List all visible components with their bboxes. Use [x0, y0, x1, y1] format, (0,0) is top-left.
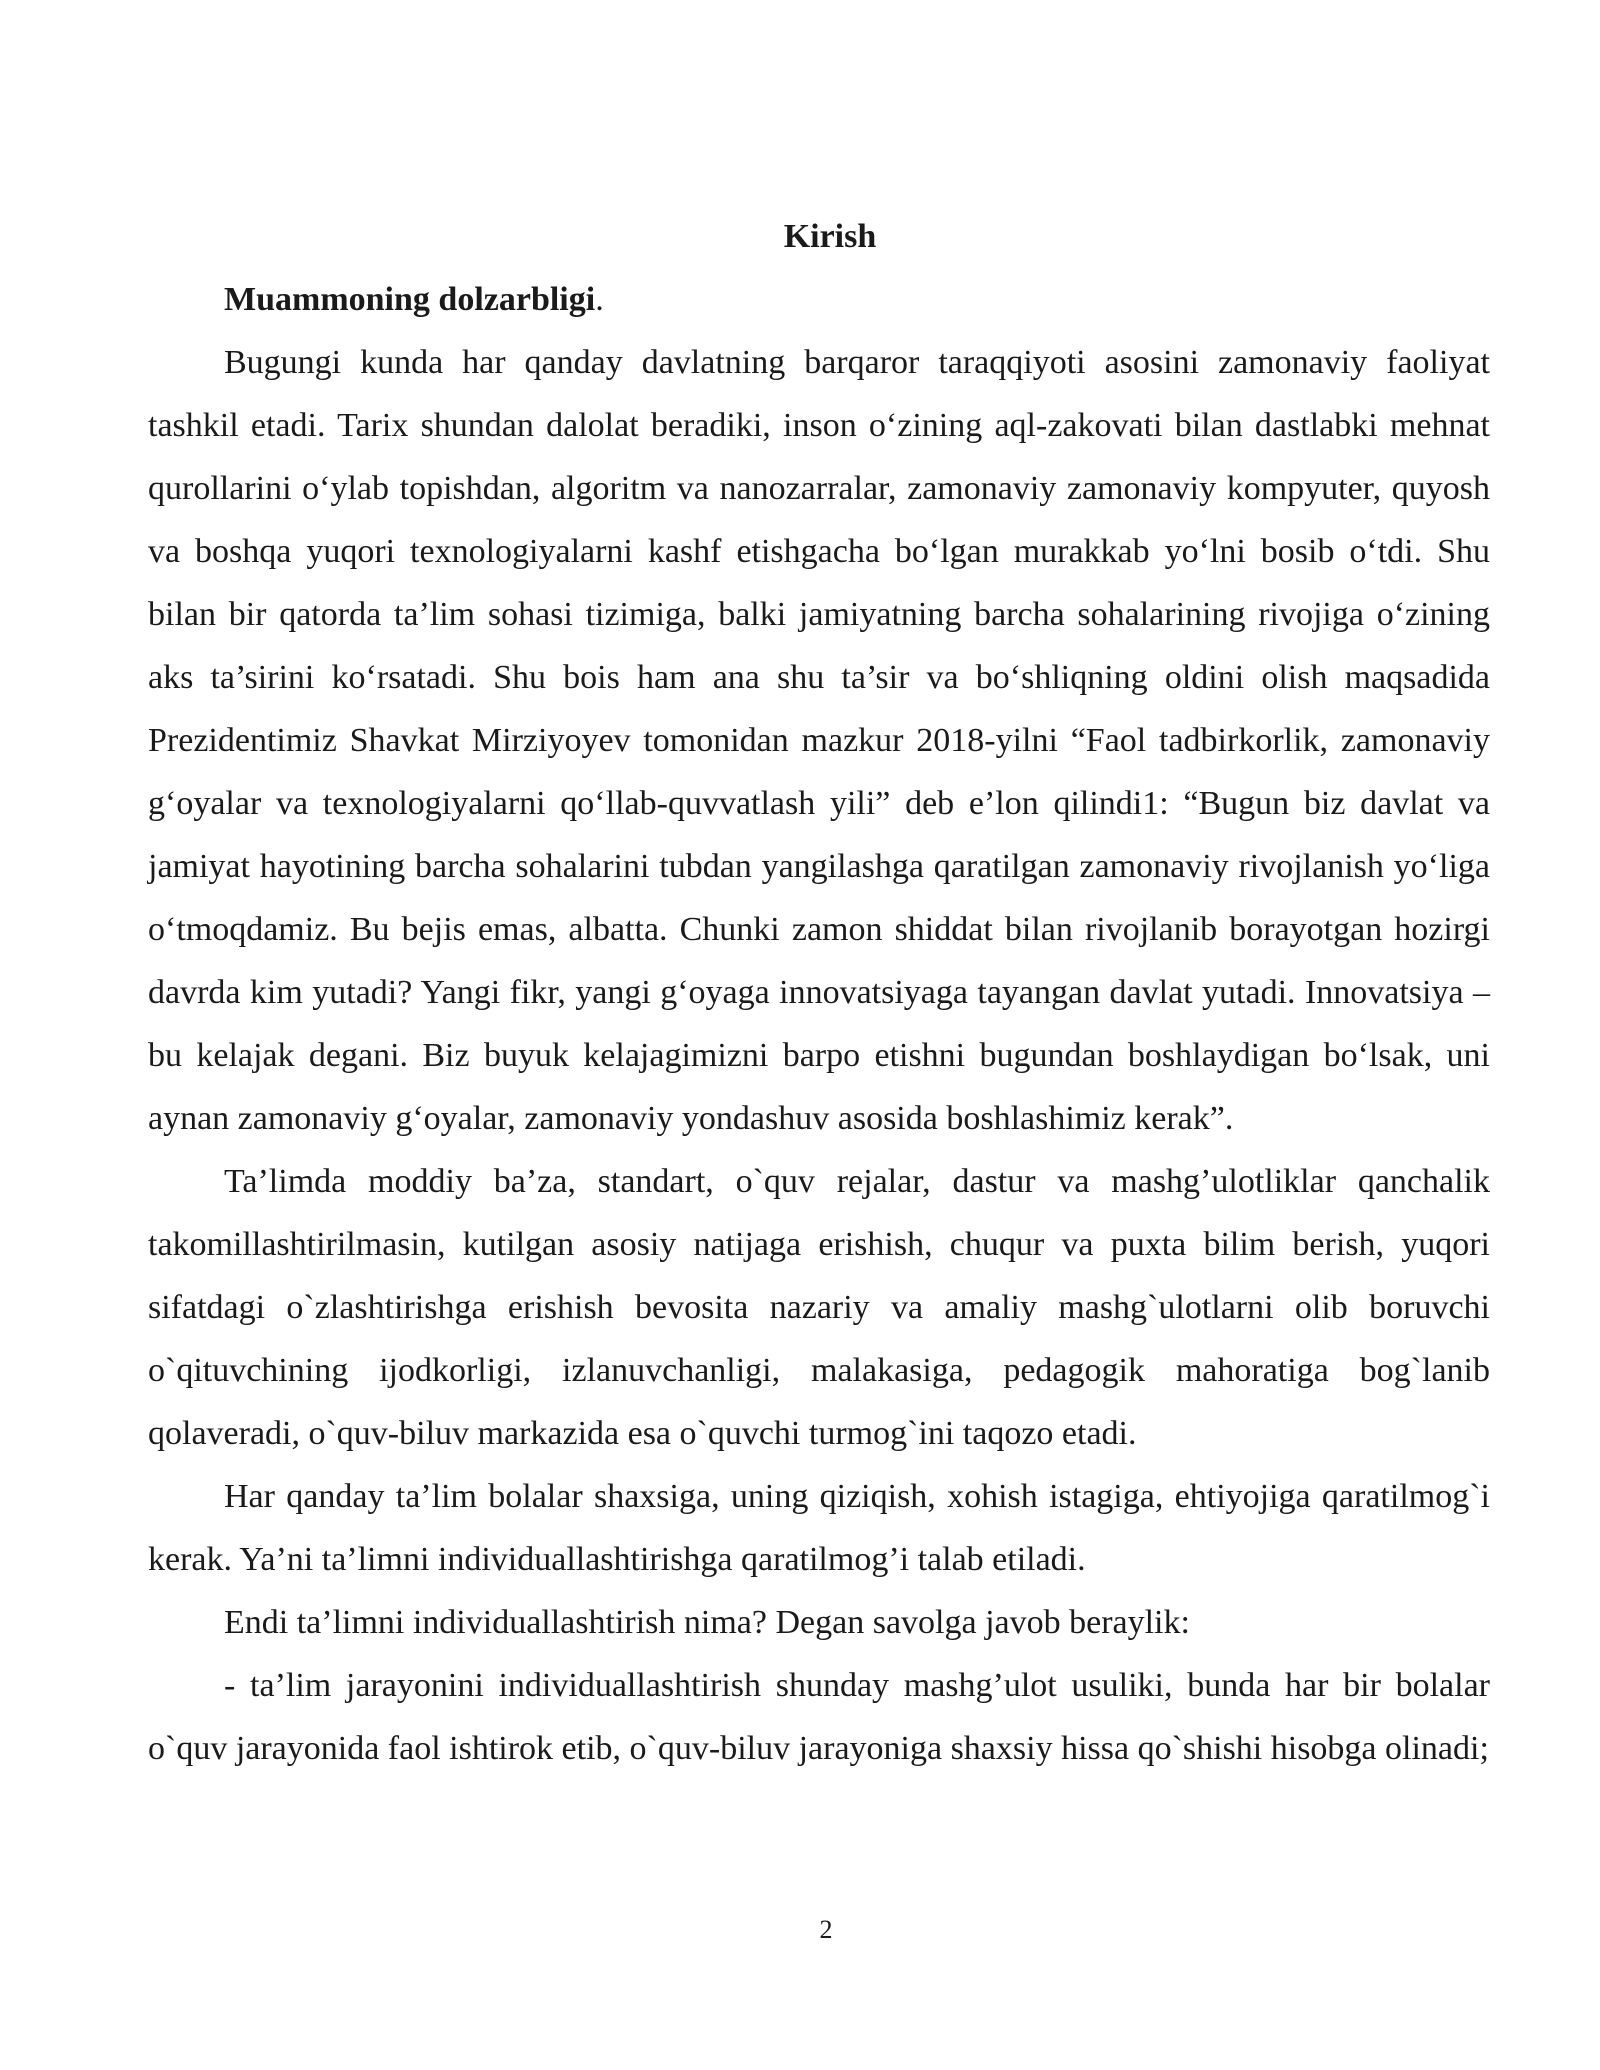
- paragraph-5: - ta’lim jarayonini individuallashtirish shunday mashg’ulot usuliki, bunda har bir bolalar o`quv jarayonida faol ishtirok etib, o`quv-biluv jarayoniga shaxsiy hissa qo`shishi hisobga olinadi;: [148, 1667, 1490, 1767]
- page-number: 2: [819, 1915, 833, 1944]
- page-title: Kirish: [783, 218, 877, 255]
- paragraph-1: Bugungi kunda har qanday davlatning barqaror taraqqiyoti asosini zamonaviy faoliyat tashkil etadi. Tarix shundan dalolat beradiki, inson o‘zining aql-zakovati bilan dastlabki mehnat qurollarini o‘ylab topishdan, algoritm va nanozarralar, zamonaviy zamonaviy kompyuter, quyosh va boshqa yuqori texnologiyalarni kashf etishgacha bo‘lgan murakkab yo‘lni bosib o‘tdi. Shu bilan bir qatorda ta’lim sohasi tizimiga, balki jamiyatning barcha sohalarining rivojiga o‘zining aks ta’sirini ko‘rsatadi. Shu bois ham ana shu ta’sir va bo‘shliqning oldini olish maqsadida Prezidentimiz Shavkat Mirziyoyev tomonidan mazkur 2018-yilni “Faol tadbirkorlik, zamonaviy g‘oyalar va texnologiyalarni qo‘llab-quvvatlash yili” deb e’lon qilindi1: “Bugun biz davlat va jamiyat hayotining barcha sohalarini tubdan yangilashga qaratilgan zamonaviy rivojlanish yo‘liga o‘tmoqdamiz. Bu bejis emas, albatta. Chunki zamon shiddat bilan rivojlanib borayotgan hozirgi davrda kim yutadi? Yangi fikr, yangi g‘oyaga innovatsiyaga tayangan davlat yutadi. Innovatsiya – bu kelajak degani. Biz buyuk kelajagimizni barpo etishni bugundan boshlaydigan bo‘lsak, uni aynan zamonaviy g‘oyalar, zamonaviy yondashuv asosida boshlashimiz kerak”.: [148, 344, 1490, 1137]
- paragraph-4: Endi ta’limni individuallashtirish nima? Degan savolga javob beraylik:: [224, 1604, 1190, 1641]
- section-heading-period: .: [595, 281, 604, 318]
- section-heading-text: Muammoning dolzarbligi: [224, 281, 596, 318]
- paragraph-3: Har qanday ta’lim bolalar shaxsiga, uning qiziqish, xohish istagiga, ehtiyojiga qaratilmog`i kerak. Ya’ni ta’limni individuallashtirishga qaratilmog’i talab etiladi.: [148, 1478, 1490, 1578]
- document-body: [148, 205, 1490, 1780]
- paragraph-2: Ta’limda moddiy ba’za, standart, o`quv rejalar, dastur va mashg’ulotliklar qanchalik takomillashtirilmasin, kutilgan asosiy natijaga erishish, chuqur va puxta bilim berish, yuqori sifatdagi o`zlashtirishga erishish bevosita nazariy va amaliy mashg`ulotlarni olib boruvchi o`qituvchining ijodkorligi, izlanuvchanligi, malakasiga, pedagogik mahoratiga bog`lanib qolaveradi, o`quv-biluv markazida esa o`quvchi turmog`ini taqozo etadi.: [148, 1163, 1490, 1452]
- section-heading: [148, 268, 1490, 331]
